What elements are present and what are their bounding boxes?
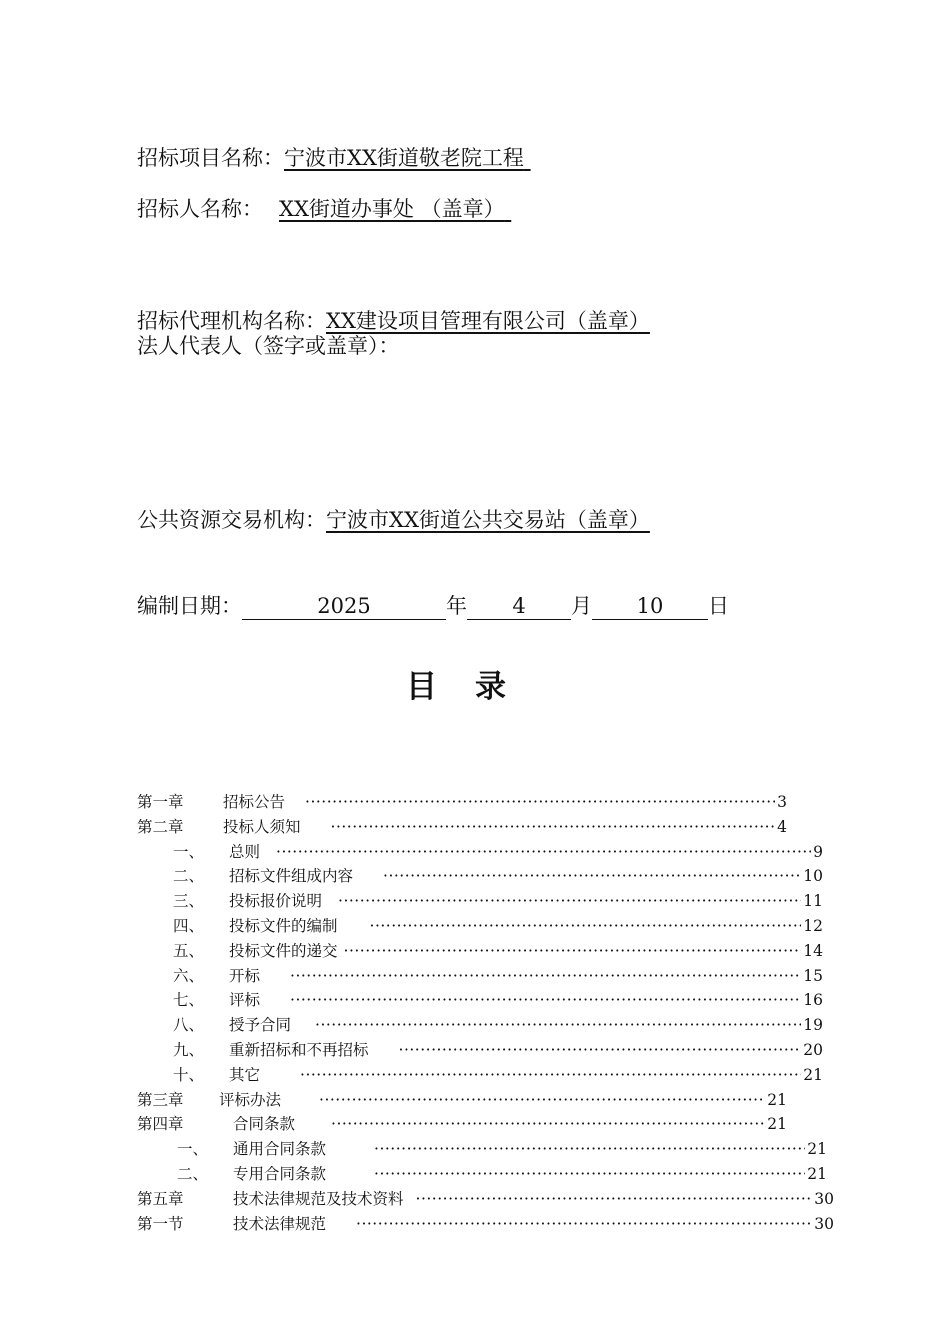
project-name-line — [137, 148, 570, 169]
toc-entry-title: 总则 — [229, 842, 261, 861]
legal-rep-line — [137, 336, 400, 357]
toc-entry-page: 15 — [803, 966, 823, 985]
toc-entry[interactable] — [137, 964, 823, 989]
toc-entry-number: 八、 — [173, 1016, 205, 1035]
toc-entry-page: 10 — [803, 867, 823, 886]
toc-entry-page: 21 — [803, 1065, 823, 1084]
toc-leader-dots — [300, 1066, 801, 1084]
toc-entry-page: 21 — [767, 1090, 787, 1109]
toc-leader-dots — [276, 843, 811, 861]
toc-leader-dots — [315, 1016, 801, 1034]
toc-entry-title: 招标公告 — [223, 793, 286, 811]
toc-leader-dots — [383, 867, 801, 885]
toc-entry[interactable] — [137, 790, 787, 815]
toc-entry-title: 技术法律规范及技术资料 — [233, 1189, 404, 1208]
toc-entry-page: 20 — [803, 1040, 823, 1059]
toc-entry-title: 技术法律规范 — [233, 1214, 327, 1233]
toc-list — [137, 790, 837, 1236]
toc-entry-title: 其它 — [229, 1065, 261, 1084]
toc-leader-dots — [305, 793, 775, 811]
toc-leader-dots — [374, 1140, 805, 1158]
toc-entry[interactable] — [137, 1013, 823, 1038]
tenderer-value — [263, 197, 511, 221]
toc-entry[interactable] — [137, 1063, 823, 1088]
toc-entry-title: 合同条款 — [233, 1115, 296, 1134]
toc-entry-number: 第一节 — [137, 1214, 184, 1233]
toc-leader-dots — [338, 892, 801, 910]
toc-entry-title: 评标 — [229, 991, 261, 1010]
exchange-line — [137, 510, 650, 531]
toc-leader-dots — [319, 1091, 765, 1109]
agency-label: 招标代理机构名称： — [137, 309, 326, 333]
tenderer-value-text: XX街道办事处 （盖章） — [279, 197, 505, 221]
toc-entry-number: 第一章 — [137, 793, 184, 811]
toc-entry-page: 21 — [807, 1164, 827, 1183]
tenderer-line — [137, 199, 511, 220]
toc-entry[interactable] — [137, 1088, 787, 1113]
toc-entry-number: 二、 — [177, 1164, 209, 1183]
toc-entry-title: 评标办法 — [219, 1090, 282, 1109]
toc-entry-title: 投标报价说明 — [229, 892, 323, 911]
toc-entry[interactable] — [137, 1112, 787, 1137]
toc-entry[interactable] — [137, 988, 823, 1013]
toc-entry[interactable] — [137, 1137, 827, 1162]
toc-entry-number: 一、 — [173, 842, 205, 861]
exchange-label: 公共资源交易机构： — [137, 508, 326, 532]
toc-leader-dots — [356, 1215, 812, 1233]
toc-entry-page: 11 — [803, 892, 823, 911]
agency-value: XX建设项目管理有限公司（盖章） — [326, 309, 650, 333]
toc-entry-page: 30 — [814, 1189, 834, 1208]
toc-entry-number: 一、 — [177, 1140, 209, 1159]
toc-entry-title: 招标文件组成内容 — [229, 867, 354, 886]
date-label: 编制日期： — [137, 594, 242, 618]
toc-title: 目录 — [406, 669, 544, 705]
toc-entry-number: 九、 — [173, 1040, 205, 1059]
toc-entry-page: 21 — [807, 1140, 827, 1159]
toc-entry-page: 12 — [803, 916, 823, 935]
toc-leader-dots — [331, 818, 776, 836]
toc-entry-title: 通用合同条款 — [233, 1140, 327, 1159]
toc-entry-number: 五、 — [173, 941, 205, 960]
toc-entry-number: 三、 — [173, 892, 205, 911]
toc-entry[interactable] — [137, 914, 823, 939]
tenderer-label: 招标人名称： — [137, 197, 263, 221]
toc-entry[interactable] — [137, 864, 823, 889]
toc-entry[interactable] — [137, 1038, 823, 1063]
toc-entry-page: 30 — [814, 1214, 834, 1233]
toc-entry-page: 16 — [803, 991, 823, 1010]
toc-entry[interactable] — [137, 1187, 834, 1212]
toc-entry-number: 二、 — [173, 867, 205, 886]
toc-entry-title: 投标文件的递交 — [229, 941, 338, 960]
toc-leader-dots — [290, 991, 801, 1009]
toc-entry[interactable] — [137, 815, 787, 840]
toc-entry-page: 21 — [767, 1115, 787, 1134]
toc-leader-dots — [374, 1165, 805, 1183]
toc-entry-number: 第四章 — [137, 1115, 184, 1134]
toc-entry-title: 重新招标和不再招标 — [229, 1040, 369, 1059]
toc-entry-title: 投标文件的编制 — [229, 916, 338, 935]
toc-entry-page: 3 — [777, 793, 787, 811]
toc-entry-title: 授予合同 — [229, 1016, 292, 1035]
toc-entry-number: 十、 — [173, 1065, 205, 1084]
date-line — [137, 596, 729, 620]
day-unit: 日 — [708, 594, 729, 618]
agency-line — [137, 311, 650, 332]
project-name-blank — [524, 148, 570, 169]
toc-leader-dots — [331, 1115, 765, 1133]
legal-rep-label: 法人代表人（签字或盖章）： — [137, 334, 400, 358]
toc-entry-number: 第五章 — [137, 1189, 184, 1208]
toc-leader-dots — [416, 1190, 813, 1208]
toc-entry-number: 六、 — [173, 966, 205, 985]
month-value: 4 — [467, 596, 571, 620]
toc-entry-number: 第二章 — [137, 817, 184, 836]
toc-leader-dots — [370, 917, 802, 935]
toc-entry-title: 投标人须知 — [223, 817, 301, 836]
toc-entry-page: 14 — [803, 941, 823, 960]
toc-entry-title: 专用合同条款 — [233, 1164, 327, 1183]
project-name-value: 宁波市XX街道敬老院工程 — [284, 146, 524, 170]
toc-leader-dots — [399, 1041, 802, 1059]
toc-entry-number: 第三章 — [137, 1090, 184, 1109]
toc-entry[interactable] — [137, 840, 823, 865]
project-name-label: 招标项目名称： — [137, 146, 284, 170]
toc-entry-page: 9 — [813, 842, 823, 861]
toc-entry[interactable] — [137, 1212, 834, 1237]
month-unit: 月 — [571, 594, 592, 618]
year-unit: 年 — [446, 594, 467, 618]
toc-entry[interactable] — [137, 939, 823, 964]
toc-entry-number: 七、 — [173, 991, 205, 1010]
toc-leader-dots — [290, 967, 801, 985]
toc-entry[interactable] — [137, 1162, 827, 1187]
toc-leader-dots — [344, 942, 802, 960]
toc-entry-page: 19 — [803, 1016, 823, 1035]
toc-entry-number: 四、 — [173, 916, 205, 935]
toc-entry-title: 开标 — [229, 966, 261, 985]
toc-entry[interactable] — [137, 889, 823, 914]
exchange-value: 宁波市XX街道公共交易站（盖章） — [326, 508, 650, 532]
day-value: 10 — [592, 596, 708, 620]
year-value: 2025 — [242, 596, 446, 620]
toc-entry-page: 4 — [777, 817, 787, 836]
